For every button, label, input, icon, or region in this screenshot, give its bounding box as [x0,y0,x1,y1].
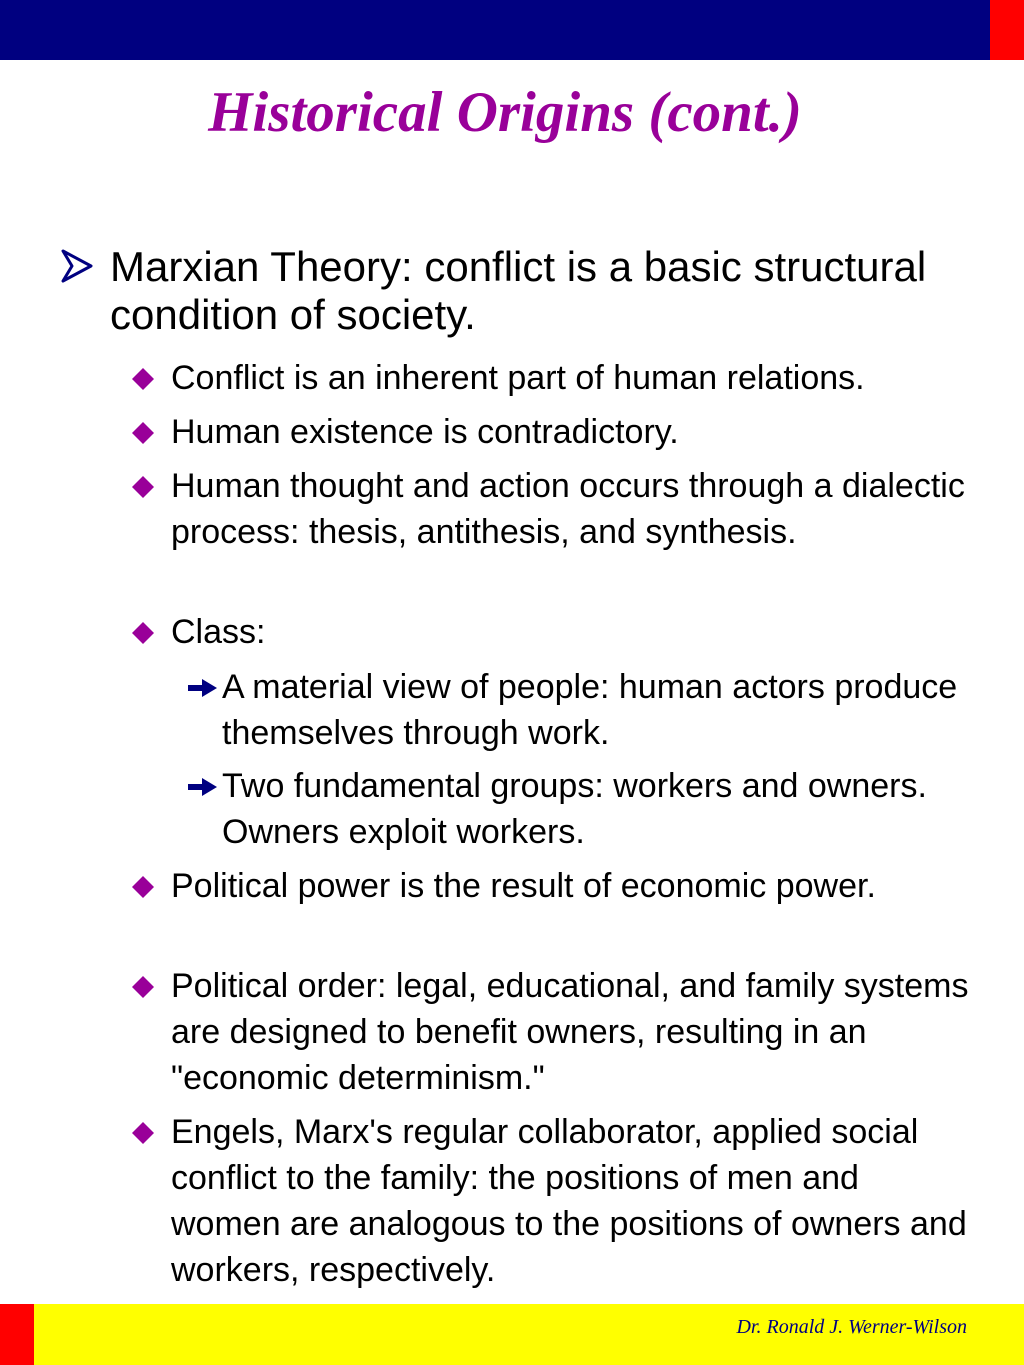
sub-bullet-point [171,409,971,455]
bottom-accent-block [0,1304,34,1365]
top-banner-bar [0,0,990,60]
sub-bullet-point [171,609,971,655]
sub-bullet-text: Political order: legal, educational, and family systems are designed to benefit owners, resulting in an "economic determinism." [171,967,969,1097]
sub-bullet-point [171,963,971,1101]
sub-bullet-text: Engels, Marx's regular collaborator, applied social conflict to the family: the positions of men and women are analogous to the positions of owners and workers, respectively. [171,1113,967,1289]
main-bullet-point [110,243,970,339]
sub-bullet-point [171,355,971,401]
diamond-icon [131,621,155,645]
diamond-icon [131,875,155,899]
top-accent-block [990,0,1024,60]
slide-title: Historical Origins (cont.) [208,81,802,144]
diamond-icon [131,1121,155,1145]
sub-bullet-text: Human thought and action occurs through a dialectic process: thesis, antithesis, and synthesis. [171,467,965,551]
arrowhead-icon [60,249,94,283]
sub-bullet-point [171,1109,971,1293]
main-bullet-text: Marxian Theory: conflict is a basic structural condition of society. [110,243,927,338]
sub-bullet-text: Class: [171,613,266,651]
class-bullet-point [222,664,962,756]
sub-bullet-point [171,863,971,909]
class-bullet-text: Two fundamental groups: workers and owners. Owners exploit workers. [222,767,927,851]
footer-author: Dr. Ronald J. Werner-Wilson [736,1316,967,1338]
arrow-right-icon [186,775,220,799]
sub-bullet-point [171,463,971,555]
class-bullet-point [222,763,962,855]
sub-bullet-text: Conflict is an inherent part of human relations. [171,359,865,397]
class-bullet-text: A material view of people: human actors produce themselves through work. [222,668,958,752]
diamond-icon [131,975,155,999]
sub-bullet-text: Human existence is contradictory. [171,413,679,451]
diamond-icon [131,475,155,499]
arrow-right-icon [186,676,220,700]
sub-bullet-text: Political power is the result of economic power. [171,867,876,905]
diamond-icon [131,367,155,391]
diamond-icon [131,421,155,445]
